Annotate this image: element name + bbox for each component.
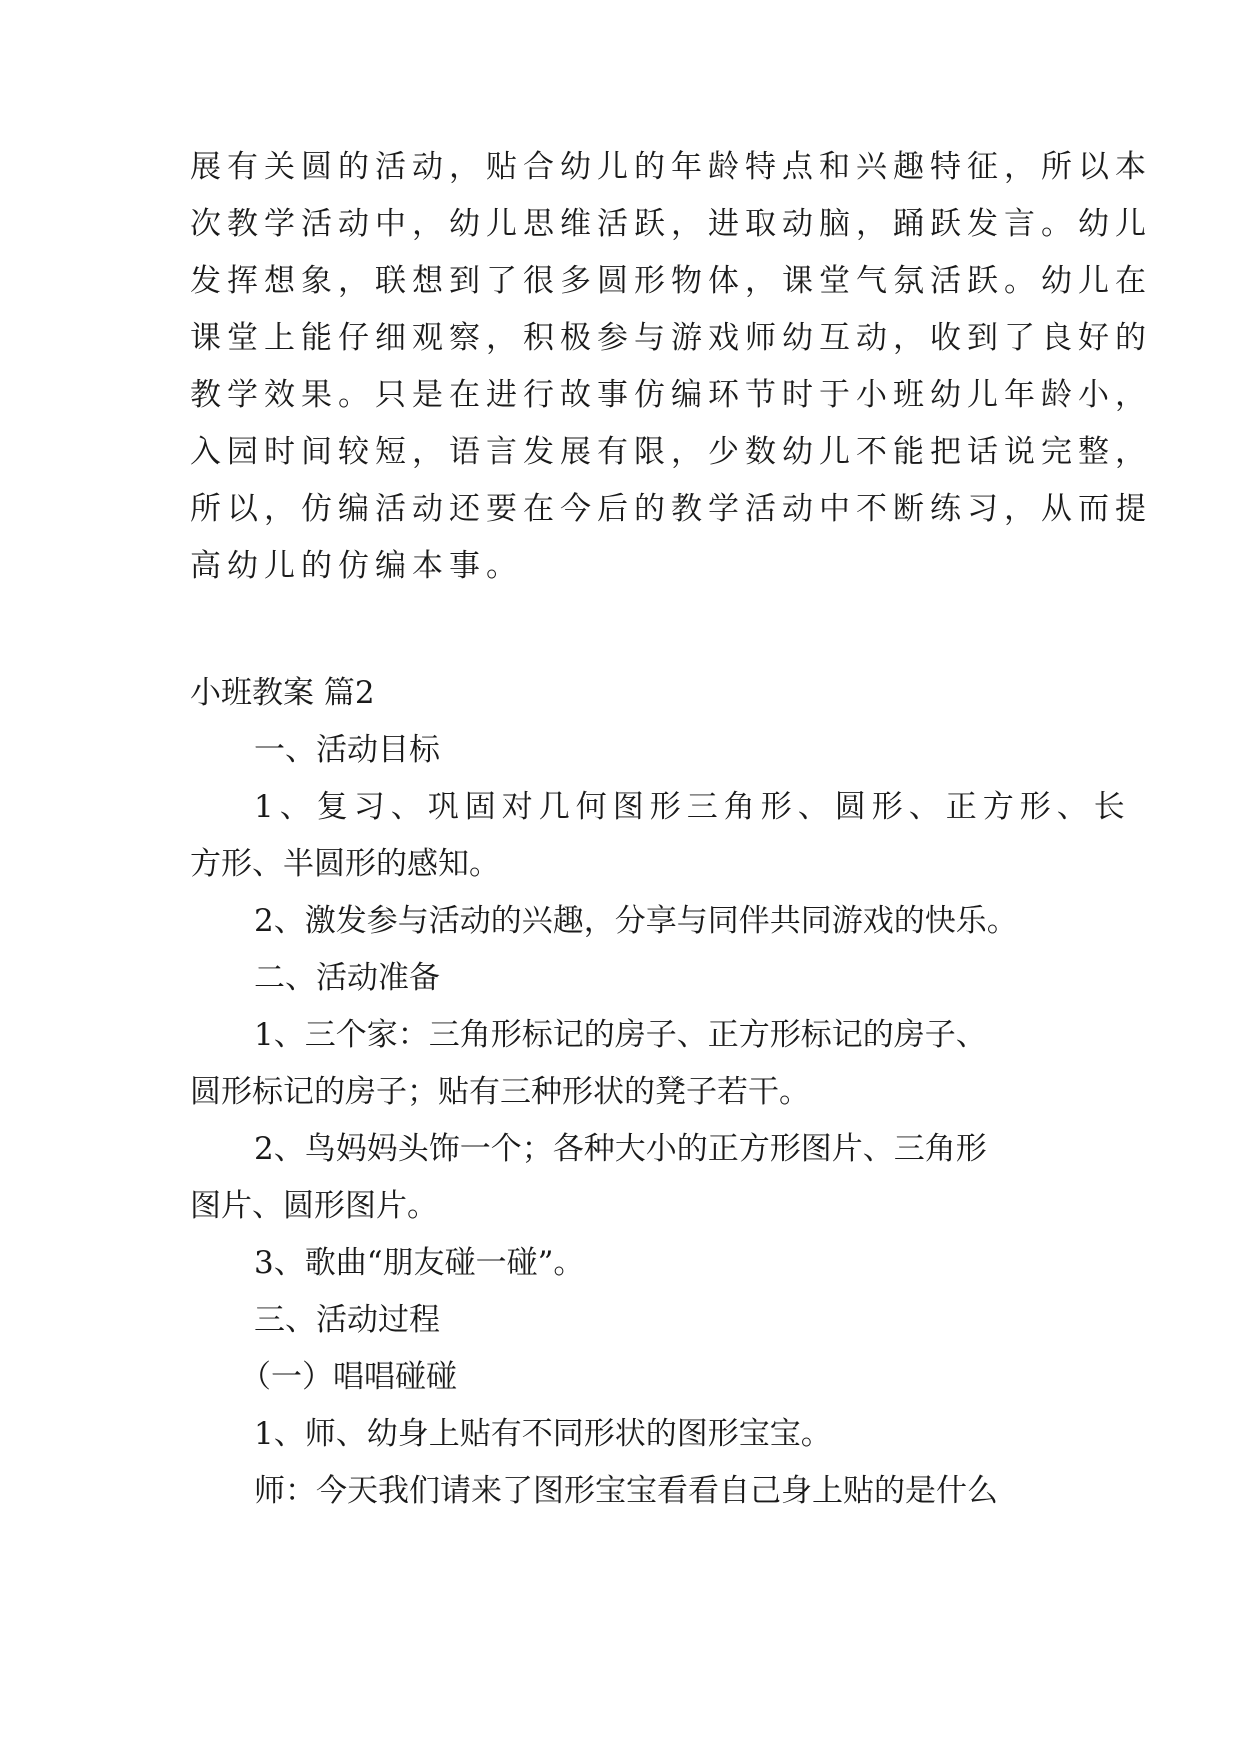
goal-1-line-2: 方形、半圆形的感知。 [190, 846, 500, 882]
goal-2: 2、激发参与活动的兴趣，分享与同伴共同游戏的快乐。 [254, 903, 1018, 939]
intro-line-1: 展有关圆的活动，贴合幼儿的年龄特点和兴趣特征，所以本 [190, 149, 1152, 185]
prep-1-line-1: 1、三个家：三角形标记的房子、正方形标记的房子、 [254, 1017, 987, 1053]
section-title: 小班教案 篇2 [190, 675, 375, 711]
goal-1-line-1: 1、复习、巩固对几何图形三角形、圆形、正方形、长 [254, 789, 1131, 825]
process-heading: 三、活动过程 [254, 1302, 440, 1338]
process-step-1: 1、师、幼身上贴有不同形状的图形宝宝。 [254, 1416, 832, 1452]
goal-heading: 一、活动目标 [254, 732, 440, 768]
prep-heading: 二、活动准备 [254, 960, 440, 996]
prep-2-line-2: 图片、圆形图片。 [190, 1188, 438, 1224]
intro-line-3: 发挥想象，联想到了很多圆形物体，课堂气氛活跃。幼儿在 [190, 263, 1152, 299]
intro-line-2: 次教学活动中，幼儿思维活跃，进取动脑，踊跃发言。幼儿 [190, 206, 1152, 242]
intro-line-6: 入园时间较短，语言发展有限，少数幼儿不能把话说完整， [190, 434, 1152, 470]
prep-2-line-1: 2、鸟妈妈头饰一个；各种大小的正方形图片、三角形 [254, 1131, 987, 1167]
prep-1-line-2: 圆形标记的房子；贴有三种形状的凳子若干。 [190, 1074, 810, 1110]
prep-3: 3、歌曲“朋友碰一碰”。 [254, 1245, 585, 1281]
intro-line-5: 教学效果。只是在进行故事仿编环节时于小班幼儿年龄小， [190, 377, 1152, 413]
process-teacher-line: 师：今天我们请来了图形宝宝看看自己身上贴的是什么 [254, 1473, 998, 1509]
process-sub-1: （一）唱唱碰碰 [240, 1359, 457, 1395]
intro-line-4: 课堂上能仔细观察，积极参与游戏师幼互动，收到了良好的 [190, 320, 1152, 356]
intro-line-7: 所以，仿编活动还要在今后的教学活动中不断练习，从而提 [190, 491, 1152, 527]
intro-line-8: 高幼儿的仿编本事。 [190, 548, 523, 584]
